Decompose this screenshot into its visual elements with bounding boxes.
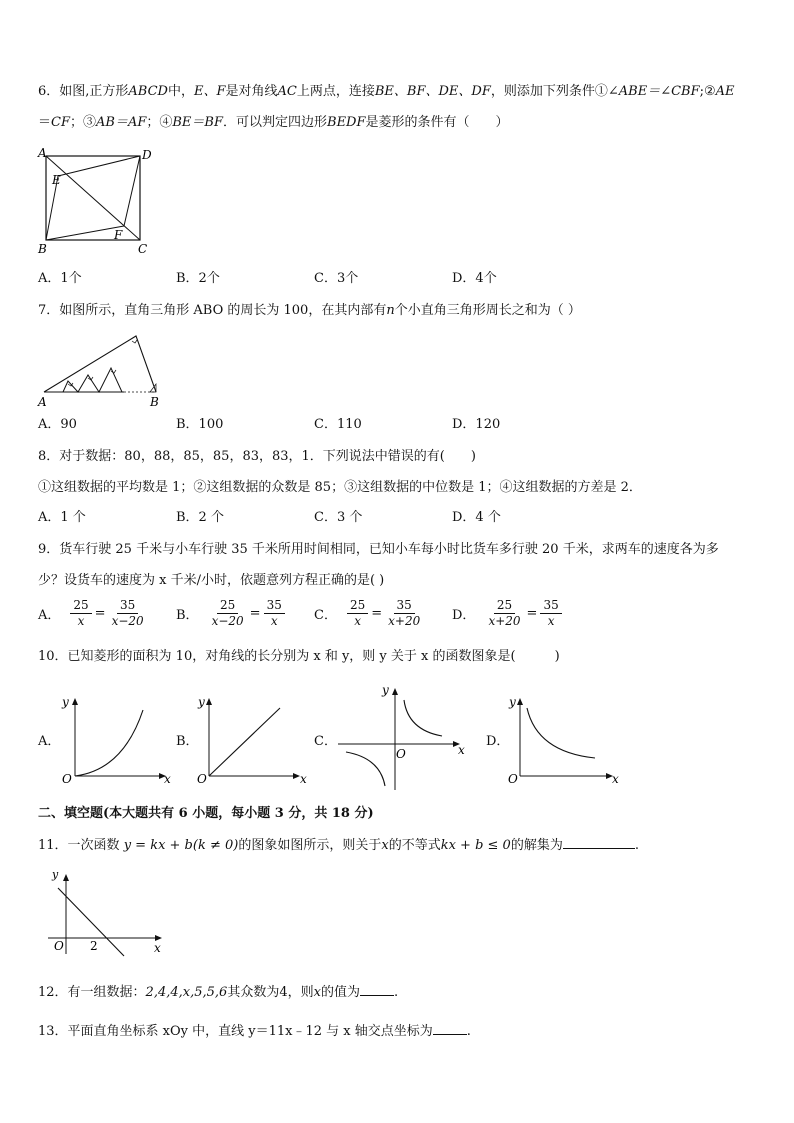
q8-line: 8．对于数据：80，88，85，85，83，83，1．下列说法中错误的有( ) [38, 449, 476, 464]
q7-option-a[interactable]: A．90 [38, 417, 77, 432]
svg-text:y: y [52, 868, 59, 881]
fraction-right: $\frac{35}{x}$ [264, 598, 285, 629]
label-F: F [114, 228, 123, 242]
label-C: C [138, 242, 148, 256]
q10-graph-c [332, 682, 472, 794]
label-A: A [38, 395, 47, 409]
svg-text:y: y [382, 683, 389, 697]
label-A: A [38, 146, 47, 160]
q11-line: 11．一次函数 y = kx + b(k ≠ 0)的图象如图所示，则关于x的不等式kx + b ≤ 0的解集为 . [38, 838, 639, 853]
q7-option-b[interactable]: B．100 [176, 417, 224, 432]
fraction-right: $\frac{35}{x-20}$ [111, 598, 144, 628]
q10-line: 10．已知菱形的面积为 10，对角线的长分别为 x 和 y，则 y 关于 x 的函数图象是( ) [38, 649, 560, 664]
label-B: B [150, 395, 159, 409]
q11-answer-blank[interactable] [563, 836, 635, 849]
q8-option-d[interactable]: D．4 个 [452, 510, 501, 525]
q6-option-b[interactable]: B．2个 [176, 271, 220, 286]
svg-text:O: O [62, 772, 72, 785]
q9-option-d[interactable]: D． $\frac{25}{x+20}$ = $\frac{35}{x}$ [452, 598, 562, 629]
fraction-right: $\frac{35}{x+20}$ [388, 598, 421, 628]
q8-option-b[interactable]: B．2 个 [176, 510, 224, 525]
q10-option-a[interactable]: A． [38, 734, 61, 749]
q6-line-1: 6．如图,正方形ABCD中，E、F是对角线AC上两点，连接BE、BF、DE、DF，则添加下列条件①∠ABE＝∠CBF;②AE [38, 84, 735, 99]
q11-graph [44, 866, 168, 958]
svg-text:O: O [396, 747, 406, 761]
q10-graph-b [196, 690, 311, 785]
label-E: E [52, 173, 61, 187]
q9-option-b[interactable]: B． $\frac{25}{x-20}$ = $\frac{35}{x}$ [176, 598, 285, 629]
q12-line: 12．有一组数据：2,4,4,x,5,5,6其众数为4，则x的值为 . [38, 985, 399, 1000]
q8-statements: ①这组数据的平均数是 1；②这组数据的众数是 85；③这组数据的中位数是 1；④这组数据的方差是 2． [38, 480, 642, 495]
q6-line-2: ＝CF；③AB＝AF；④BE＝BF．可以判定四边形BEDF是菱形的条件有（ ） [38, 115, 509, 130]
q8-option-c[interactable]: C．3 个 [314, 510, 363, 525]
svg-text:x: x [300, 772, 307, 785]
q9-option-c[interactable]: C． $\frac{25}{x}$ = $\frac{35}{x+20}$ [314, 598, 423, 629]
q10-option-c[interactable]: C． [314, 734, 337, 749]
svg-text:y: y [509, 695, 516, 709]
q13-line: 13．平面直角坐标系 xOy 中，直线 y＝11x﹣12 与 x 轴交点坐标为 . [38, 1024, 471, 1039]
q10-graph-a [58, 690, 173, 785]
svg-text:2: 2 [90, 939, 98, 953]
fraction-left: $\frac{25}{x-20}$ [211, 598, 244, 628]
svg-text:O: O [508, 772, 518, 785]
q6-square-figure [36, 146, 154, 256]
q7-line: 7．如图所示，直角三角形 ABO 的周长为 100，在其内部有n个小直角三角形周长之和为（ ） [38, 303, 581, 318]
q6-option-c[interactable]: C．3个 [314, 271, 359, 286]
q9-line-2: 少？设货车的速度为 x 千米/小时，依题意列方程正确的是( ) [38, 573, 385, 588]
fraction-left: $\frac{25}{x}$ [70, 598, 91, 629]
fraction-right: $\frac{35}{x}$ [540, 598, 561, 629]
svg-text:x: x [154, 941, 161, 955]
q9-line-1: 9．货车行驶 25 千米与小车行驶 35 千米所用时间相同，已知小车每小时比货车多行驶 20 千米，求两车的速度各为多 [38, 542, 719, 557]
q8-option-a[interactable]: A．1 个 [38, 510, 86, 525]
q10-graph-d [505, 690, 625, 785]
svg-text:O: O [197, 772, 207, 785]
q13-answer-blank[interactable] [433, 1022, 467, 1035]
q7-triangle-figure [36, 326, 164, 410]
q9-option-a[interactable]: A． $\frac{25}{x}$ = $\frac{35}{x-20}$ [38, 598, 147, 629]
label-D: D [142, 148, 152, 162]
fraction-left: $\frac{25}{x+20}$ [488, 598, 521, 628]
fraction-left: $\frac{25}{x}$ [347, 598, 368, 629]
q12-answer-blank[interactable] [360, 983, 394, 996]
label-B: B [38, 242, 47, 256]
q10-option-d[interactable]: D． [486, 734, 510, 749]
q7-option-c[interactable]: C．110 [314, 417, 362, 432]
svg-text:y: y [198, 695, 205, 709]
svg-text:O: O [54, 939, 64, 953]
q6-option-a[interactable]: A．1个 [38, 271, 82, 286]
section-2-heading: 二、填空题(本大题共有 6 小题，每小题 3 分，共 18 分) [38, 806, 374, 821]
svg-text:y: y [62, 695, 69, 709]
svg-text:x: x [612, 772, 619, 785]
q6-option-d[interactable]: D．4个 [452, 271, 497, 286]
q7-option-d[interactable]: D．120 [452, 417, 501, 432]
svg-text:x: x [458, 743, 465, 757]
q10-option-b[interactable]: B． [176, 734, 199, 749]
svg-text:x: x [164, 772, 171, 785]
